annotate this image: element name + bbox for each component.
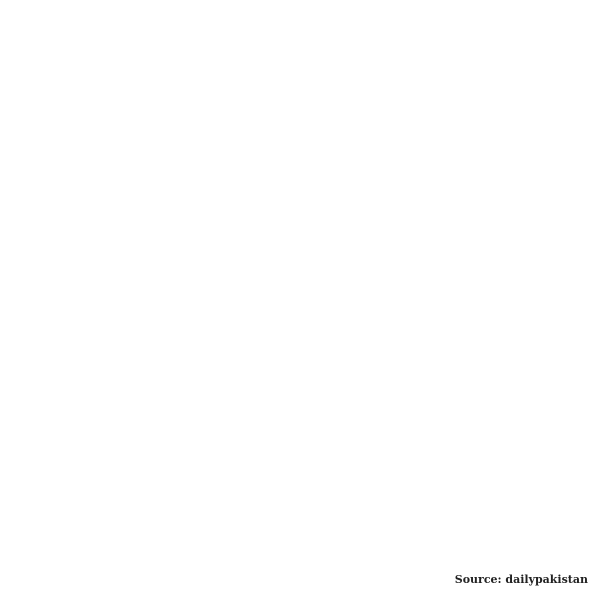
article-headline [12, 8, 588, 88]
source-credit: Source: dailypakistan [454, 573, 588, 586]
news-article [12, 8, 588, 102]
